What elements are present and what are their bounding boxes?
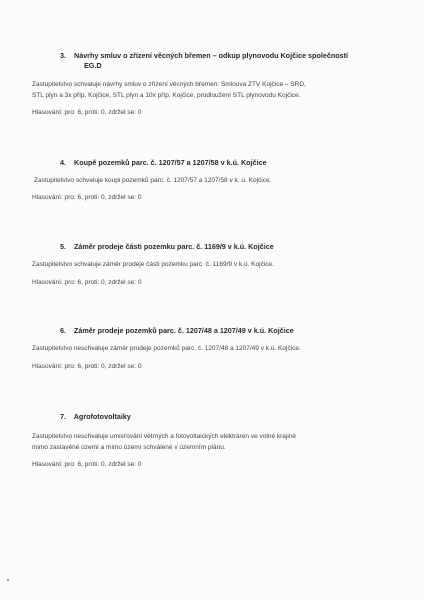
item-6-resolution-line-1: Zastupitelstvo neschvaluje záměr prodeje pozemků parc. č. 1207/48 a 1207/49 v k.ú. Kojčice. [32,345,301,352]
item-3-title-continuation: EG.D [84,61,102,70]
item-5-number: 5. [60,242,66,251]
item-5-resolution-line-1: Zastupitelstvo schvaluje záměr prodeje části pozemku parc. č. 1169/9 v k.ú. Kojčice. [32,261,274,268]
item-4-vote: Hlasování: pro: 6, proti: 0, zdržel se: 0 [32,194,142,201]
item-3-vote: Hlasování: pro: 6, proti: 0, zdržel se: 0 [32,109,142,116]
scan-speck [7,579,9,581]
item-5-heading [60,242,274,252]
item-3-title: Návrhy smluv o zřízení věcných břemen – odkup plynovodu Kojčice společností [74,51,348,60]
item-7-resolution-line-2: mimo zastavěné území a mimo území schválené v územním plánu. [32,443,226,451]
item-7-title: Agrofotovoltaiky [73,412,131,421]
item-7-heading [60,412,131,422]
item-4-title: Koupě pozemků parc. č. 1207/57 a 1207/58 v k.ú. Kojčice [74,158,267,167]
item-4-number: 4. [60,158,66,167]
item-7-resolution [32,432,392,453]
item-6-title: Záměr prodeje pozemků parc. č. 1207/48 a 1207/49 v k.ú. Kojčice [74,326,294,335]
item-4-resolution-line-1: Zastupitelstvo schvaluje koupi pozemků parc. č. 1207/57 a 1207/58 v k. ú. Kojčice. [34,177,272,184]
item-5-title: Záměr prodeje části pozemku parc. č. 1169/9 v k.ú. Kojčice [74,242,274,251]
item-5-resolution [32,260,392,271]
item-3-resolution-line-2: STL plyn a 3x příp. Kojčice, STL plyn a 10x příp. Kojčice, prodloužení STL plynovodu Kojčice. [32,91,301,99]
item-6-vote: Hlasování: pro: 6, proti: 0, zdržel se: 0 [32,363,142,370]
item-4-resolution [34,176,394,187]
item-7-vote: Hlasování: pro: 6, proti: 0, zdržel se: 0 [32,461,142,468]
item-7-resolution-line-1: Zastupitelstvo neschvaluje umisťování větrných a fotovoltaických elektráren ve volné krajině [32,433,297,440]
item-6-resolution [32,344,392,355]
item-3-resolution-line-1: Zastupitelstvo schvaluje návrhy smluv o zřízení věcných břemen: Smlouva ZTV Kojčice – SRD, [32,81,306,88]
item-6-heading [60,326,294,336]
item-4-heading [60,158,267,168]
item-6-number: 6. [60,326,66,335]
item-7-number: 7. [60,412,66,421]
item-5-vote: Hlasování: pro: 6, proti: 0, zdržel se: 0 [32,279,142,286]
item-3-resolution [32,80,392,101]
item-3-heading [60,51,348,71]
item-3-number: 3. [60,51,66,60]
